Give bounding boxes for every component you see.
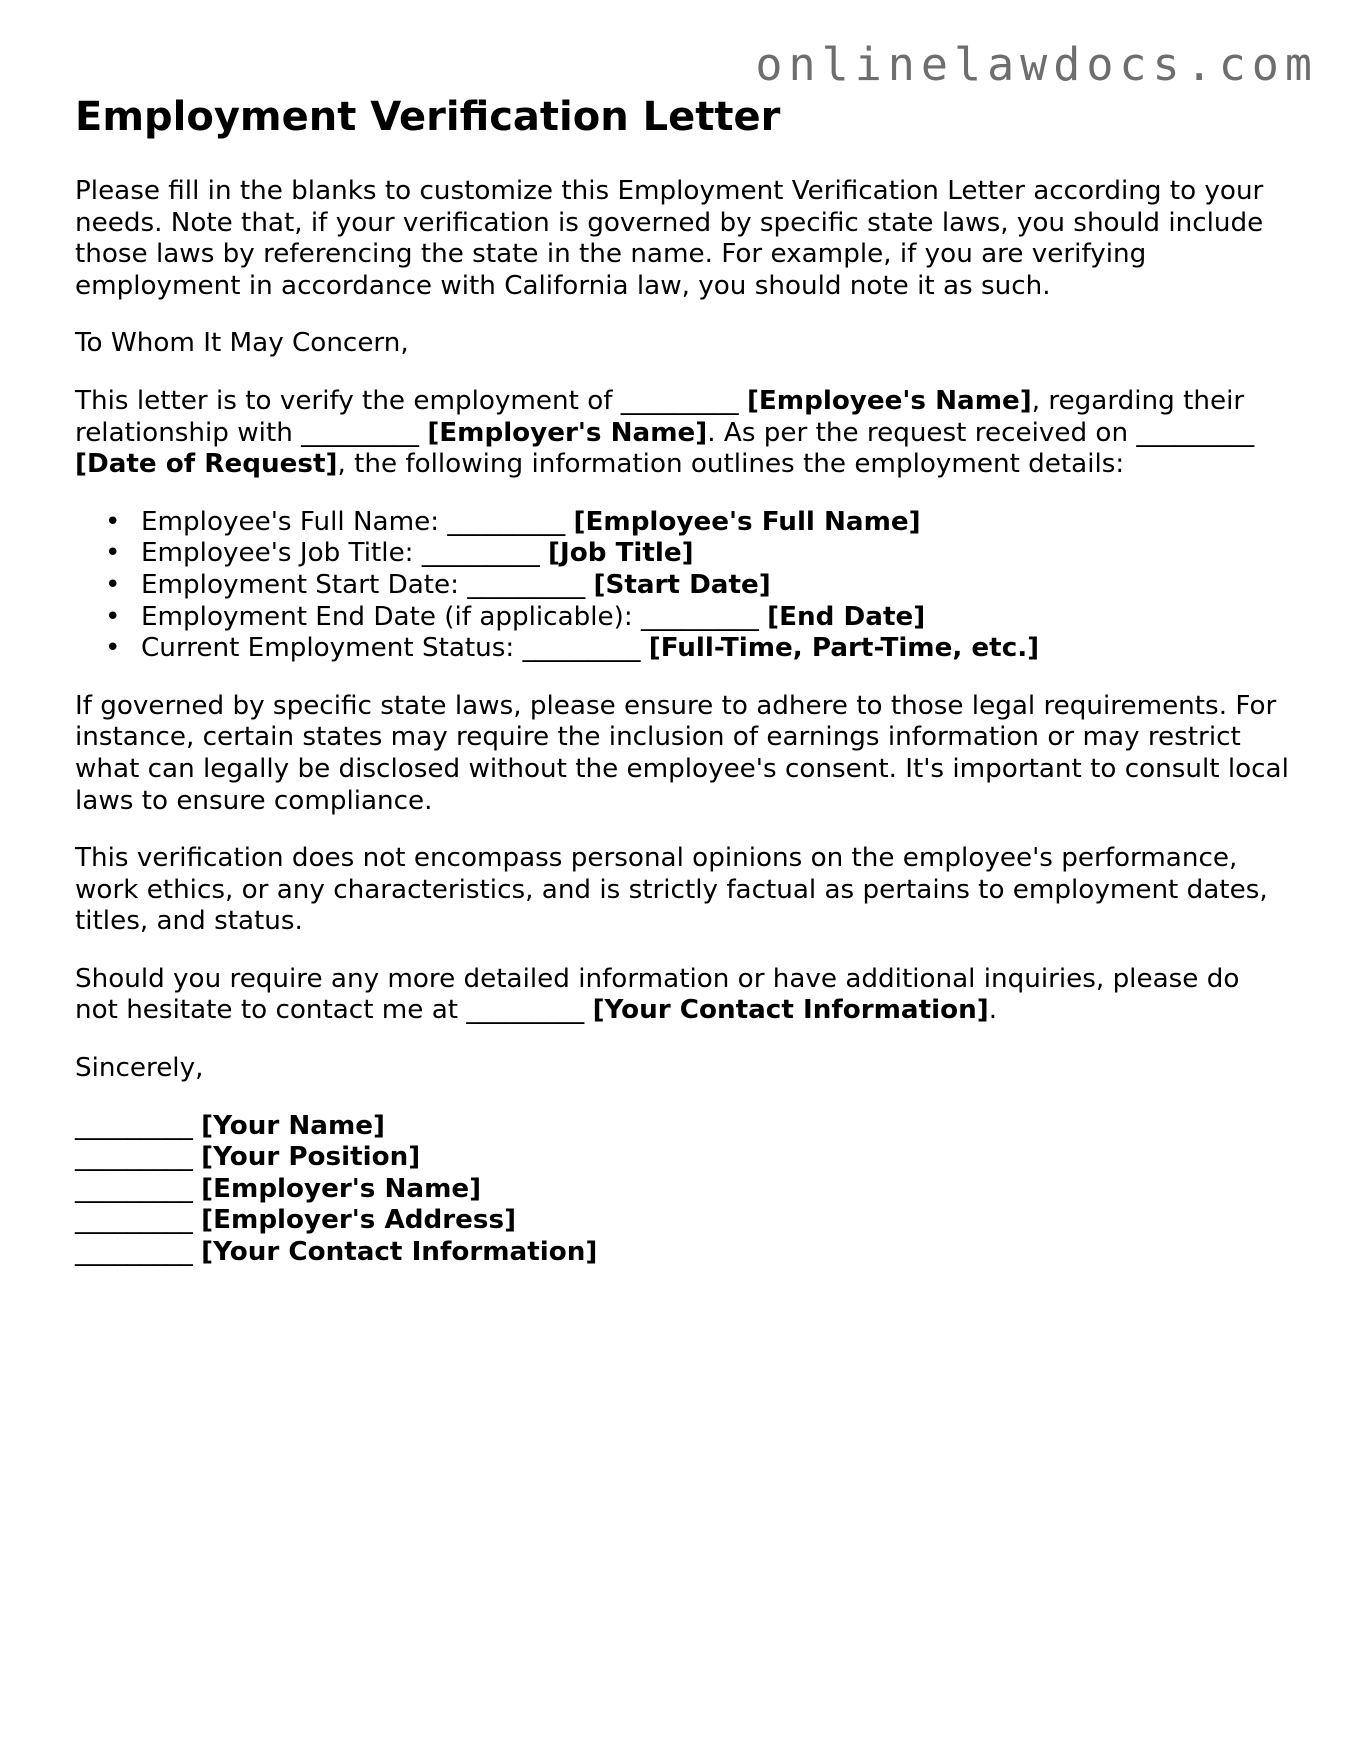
- list-item: [105, 538, 1290, 570]
- closing: Sincerely,: [75, 1053, 204, 1084]
- letter-page: [75, 92, 1290, 1269]
- contact-text-1: Should you require any more detailed information or have additional inquiries, please do not hesitate to contact me at: [75, 963, 1240, 1026]
- signature-line-employer: [75, 1174, 1290, 1206]
- signature-line-contact: [75, 1237, 1290, 1269]
- bullet-icon: •: [105, 601, 121, 632]
- signature-blank[interactable]: _________: [75, 1110, 193, 1141]
- signature-line-name: [75, 1111, 1290, 1143]
- detail-label: Current Employment Status:: [141, 633, 523, 664]
- signature-block: [75, 1111, 1290, 1269]
- verification-paragraph: [75, 386, 1290, 481]
- list-item: [105, 633, 1290, 665]
- detail-blank[interactable]: _________: [447, 506, 566, 537]
- verify-text-1: This letter is to verify the employment of: [75, 385, 621, 416]
- detail-placeholder: [Start Date]: [593, 569, 771, 600]
- bullet-icon: •: [105, 569, 121, 600]
- state-laws-paragraph: If governed by specific state laws, please ensure to adhere to those legal requirements. For instance, certain states may require the inclusion of earnings information or may restrict what can legally be disclosed without the employee's consent. It's important to consult local laws to ensure compliance.: [75, 690, 1289, 816]
- intro-paragraph: Please fill in the blanks to customize this Employment Verification Letter according to your needs. Note that, if your verification is governed by specific state laws, you should include those laws by referencing the state in the name. For example, if you are verifying employment in accordance with California law, you should note it as such.: [75, 176, 1264, 301]
- signature-blank[interactable]: _________: [75, 1205, 193, 1236]
- signature-line-position: [75, 1142, 1290, 1174]
- detail-blank[interactable]: _________: [421, 538, 540, 569]
- list-item: [105, 507, 1290, 539]
- detail-label: Employment End Date (if applicable):: [141, 601, 641, 632]
- detail-placeholder: [Employee's Full Name]: [573, 506, 921, 537]
- salutation: To Whom It May Concern,: [75, 328, 409, 359]
- signature-placeholder: [Your Position]: [201, 1142, 421, 1173]
- detail-placeholder: [End Date]: [767, 601, 926, 632]
- bullet-icon: •: [105, 633, 121, 664]
- detail-label: Employment Start Date:: [141, 569, 468, 600]
- contact-placeholder: [Your Contact Information]: [592, 995, 989, 1026]
- list-item: [105, 602, 1290, 634]
- employee-name-placeholder: [Employee's Name]: [746, 385, 1032, 416]
- signature-placeholder: [Employer's Address]: [201, 1205, 517, 1236]
- signature-placeholder: [Employer's Name]: [201, 1173, 482, 1204]
- detail-label: Employee's Full Name:: [141, 506, 448, 537]
- contact-paragraph: [75, 964, 1290, 1027]
- detail-placeholder: [Job Title]: [548, 538, 694, 569]
- request-date-placeholder: [Date of Request]: [75, 449, 338, 480]
- verify-text-2: , regarding their relationship with: [75, 385, 1245, 448]
- employer-name-placeholder: [Employer's Name]: [427, 417, 708, 448]
- detail-label: Employee's Job Title:: [141, 538, 422, 569]
- bullet-icon: •: [105, 506, 121, 537]
- signature-placeholder: [Your Contact Information]: [201, 1237, 598, 1268]
- signature-blank[interactable]: _________: [75, 1142, 193, 1173]
- detail-placeholder: [Full-Time, Part-Time, etc.]: [648, 633, 1040, 664]
- factual-paragraph: This verification does not encompass personal opinions on the employee's performance, work ethics, or any characteristics, and is strictly factual as pertains to employment dates, titles, and status.: [75, 843, 1268, 937]
- signature-blank[interactable]: _________: [75, 1173, 193, 1204]
- request-date-blank[interactable]: _________: [1136, 417, 1255, 448]
- employee-name-blank[interactable]: _________: [620, 385, 739, 416]
- contact-text-2: .: [988, 995, 998, 1026]
- verify-text-3: . As per the request received on: [707, 417, 1137, 448]
- detail-blank[interactable]: _________: [467, 569, 586, 600]
- detail-blank[interactable]: _________: [641, 601, 759, 632]
- document-title: Employment Verification Letter: [75, 94, 781, 140]
- verify-text-4: , the following information outlines the employment details:: [337, 449, 1125, 480]
- employer-name-blank[interactable]: _________: [301, 417, 419, 448]
- signature-placeholder: [Your Name]: [201, 1110, 385, 1141]
- signature-blank[interactable]: _________: [75, 1237, 193, 1268]
- watermark: onlinelawdocs.com: [755, 38, 1318, 91]
- employment-details-list: [75, 507, 1290, 665]
- list-item: [105, 570, 1290, 602]
- signature-line-address: [75, 1205, 1290, 1237]
- detail-blank[interactable]: _________: [522, 633, 641, 664]
- bullet-icon: •: [105, 538, 121, 569]
- contact-blank[interactable]: _________: [466, 995, 585, 1026]
